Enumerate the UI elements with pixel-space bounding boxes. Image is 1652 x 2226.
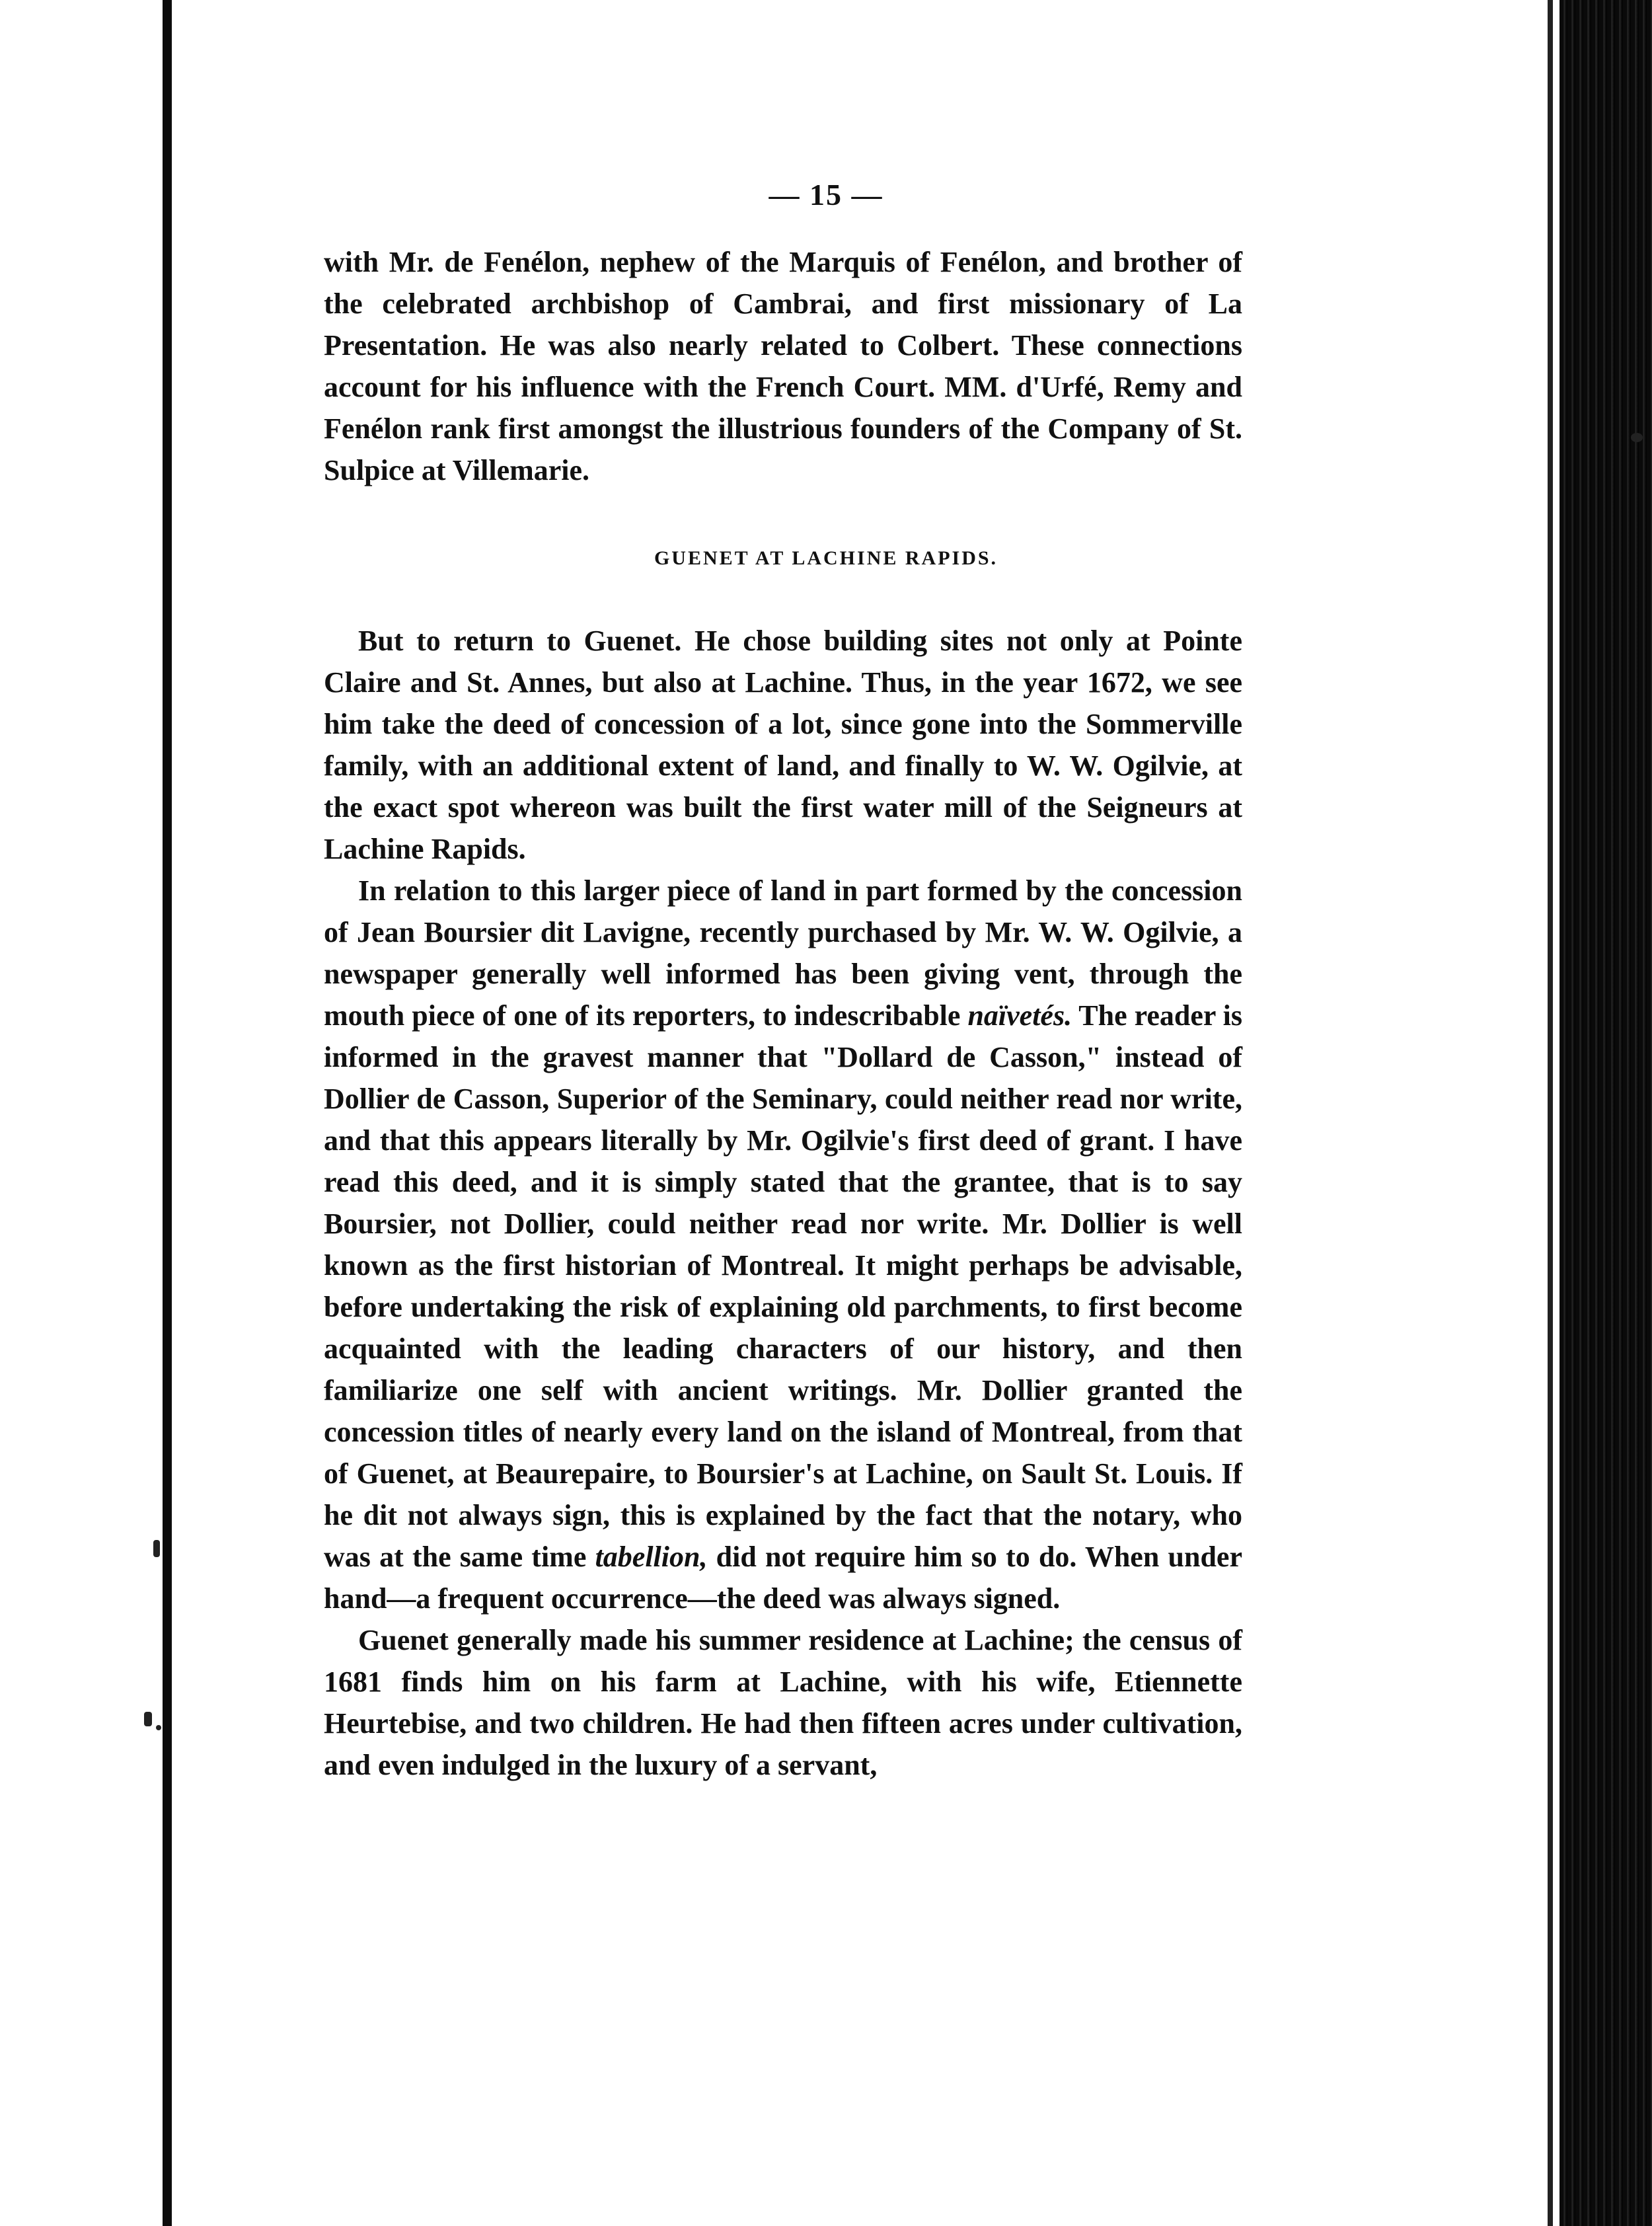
scan-right-edge-line <box>1548 0 1553 2226</box>
paragraph-2-part-a: In relation to this larger piece of land in part formed by the concession of Jean Boursier dit Lavigne, recently purchased by Mr. W. W. Ogilvie, a newspaper generally well informed has been giving vent, through the mouth piece of one of its reporters, to indescribable <box>324 874 1242 1032</box>
scan-speck <box>144 1712 152 1726</box>
paragraph-2-italic-tabellion: tabellion, <box>595 1541 708 1573</box>
paragraph-2-italic-naivetes: naïvetés. <box>967 999 1072 1032</box>
paragraph-2-part-c: did not require him so to do. When under hand—a frequent occurrence—the deed was always signed. <box>324 1541 1242 1615</box>
paragraph-2 <box>324 870 1242 1619</box>
intro-paragraph: with Mr. de Fenélon, nephew of the Marquis of Fenélon, and brother of the celebrated archbishop of Cambrai, and first missionary of La Presentation. He was also nearly related to Colbert. These connections account for his influence with the French Court. MM. d'Urfé, Remy and Fenélon rank first amongst the illustrious founders of the Company of St. Sulpice at Villemarie. <box>324 246 1242 486</box>
section-body <box>324 620 1242 1786</box>
paragraph-2-part-b: The reader is informed in the gravest manner that "Dollard de Casson," instead of Dollier de Casson, Superior of the Seminary, could neither read nor write, and that this appears literally by Mr. Ogilvie's first deed of grant. I have read this deed, and it is simply stated that the grantee, that is to say Boursier, not Dollier, could neither read nor write. Mr. Dollier is well known as the first historian of Montreal. It might perhaps be advisable, before undertaking the risk of explaining old parchments, to first become acquainted with the leading characters of our history, and then familiarize one self with ancient writings. Mr. Dollier granted the concession titles of nearly every land on the island of Montreal, from that of Guenet, at Beaurepaire, to Boursier's at Lachine, on Sault St. Louis. If he dit not always sign, this is explained by the fact that the notary, who was at the same time <box>324 999 1242 1573</box>
paragraph-1: But to return to Guenet. He chose building sites not only at Pointe Claire and St. Annes, but also at Lachine. Thus, in the year 1672, we see him take the deed of concession of a lot, since gone into the Sommerville family, with an additional extent of land, and finally to W. W. Ogilvie, at the exact spot whereon was built the first water mill of the Seigneurs at Lachine Rapids. <box>324 625 1242 865</box>
scan-left-margin <box>0 0 159 2226</box>
scan-right-page-edges <box>1559 0 1652 2226</box>
paragraph-3: Guenet generally made his summer residence at Lachine; the census of 1681 finds him on his farm at Lachine, with his wife, Etiennette Heurtebise, and two children. He had then fifteen acres under cultivation, and even indulged in the luxury of a servant, <box>324 1624 1242 1781</box>
scan-left-binding-shadow <box>163 0 172 2226</box>
scan-speck <box>156 1725 161 1730</box>
page-number: — 15 — <box>769 178 883 211</box>
section-heading: GUENET AT LACHINE RAPIDS. <box>654 547 998 569</box>
intro-block <box>324 241 1242 491</box>
scan-speck <box>153 1540 160 1557</box>
scan-speck <box>1631 433 1643 442</box>
